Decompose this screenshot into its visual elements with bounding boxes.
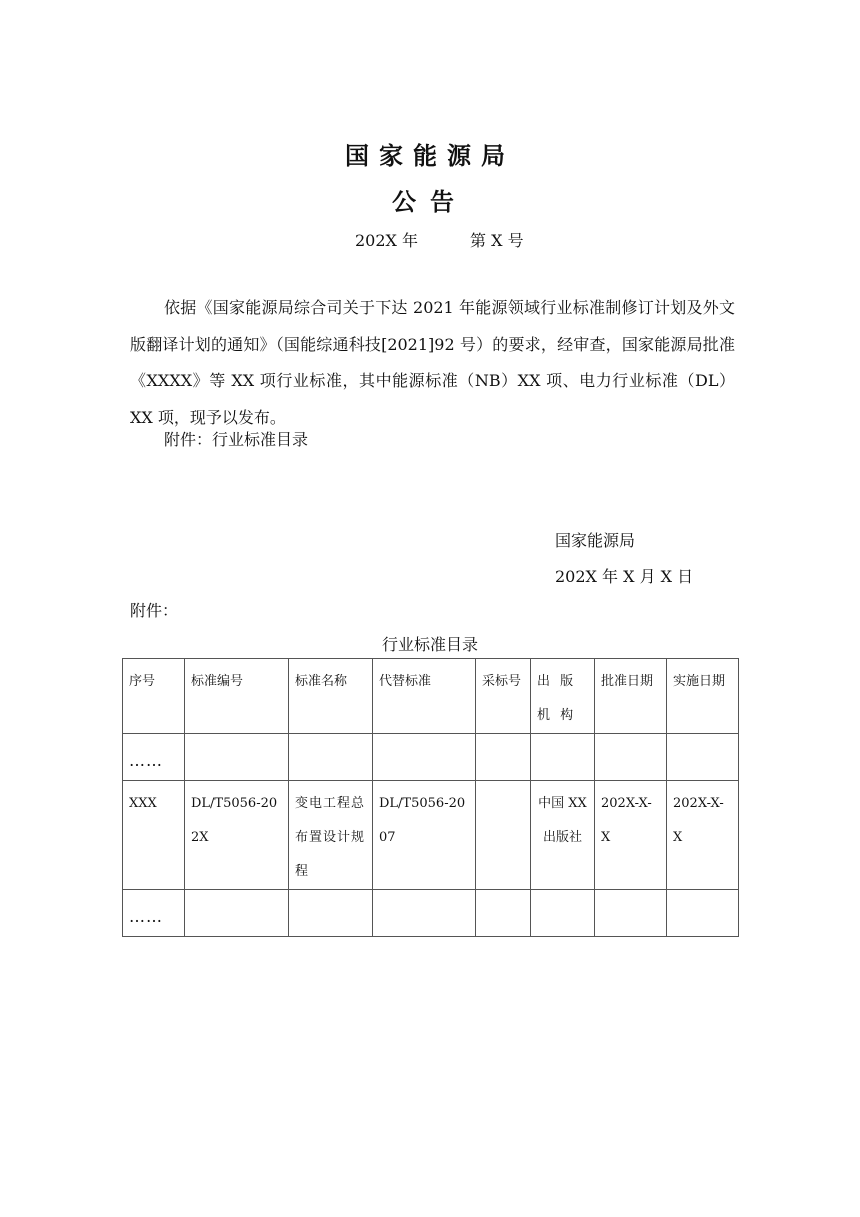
table-row [123,734,739,781]
agency-name: 国家能源局 [345,141,515,170]
table-cell [595,734,667,781]
table-title: 行业标准目录 [381,635,478,654]
table-cell [476,734,531,781]
announcement-year: 202X 年 [355,231,419,250]
table-row [123,890,739,937]
table-cell [531,890,595,937]
attachment-note: 附件：行业标准目录 [164,430,309,449]
announcement-no: 第 X 号 [470,231,524,250]
announcement-number [355,228,524,251]
table-cell: …… [123,734,185,781]
header-cell: 出 版 机 构 [531,659,595,734]
table-cell [667,734,739,781]
table-cell [476,781,531,890]
table-cell [373,734,476,781]
attachment-label: 附件： [130,601,179,620]
table-cell [476,890,531,937]
table-cell [289,890,373,937]
table-cell [185,734,289,781]
table-cell [531,734,595,781]
header-cell: 代替标准 [373,659,476,734]
header-cell: 实施日期 [667,659,739,734]
standards-table [122,658,739,937]
table-cell [373,890,476,937]
table-cell [667,890,739,937]
table-header-row [123,659,739,734]
table-cell: 202X-X-X [667,781,739,890]
table-cell: …… [123,890,185,937]
table-row [123,781,739,890]
header-cell: 采标号 [476,659,531,734]
table-cell: DL/T5056-202X [185,781,289,890]
table-cell: 202X-X-X [595,781,667,890]
header-cell: 序号 [123,659,185,734]
table-cell [595,890,667,937]
header-cell: 标准名称 [289,659,373,734]
table-cell: 中国 XX 出版社 [531,781,595,890]
header-cell: 标准编号 [185,659,289,734]
body-paragraph: 依据《国家能源局综合司关于下达 2021 年能源领域行业标准制修订计划及外文版翻译计划的通知》（国能综通科技[2021]92 号）的要求，经审查，国家能源局批准《XXXX》等 XX 项行业标准，其中能源标准（NB）XX 项、电力行业标准（DL）XX 项，现予以发布。 [130,298,735,427]
header-cell: 批准日期 [595,659,667,734]
signature-org: 国家能源局 [555,531,636,550]
table-cell: 变电工程总布置设计规程 [289,781,373,890]
table-cell: XXX [123,781,185,890]
table-cell: DL/T5056-2007 [373,781,476,890]
table-cell [289,734,373,781]
document-title: 公告 [392,187,468,216]
signature-date: 202X 年 X 月 X 日 [555,567,694,586]
table-cell [185,890,289,937]
